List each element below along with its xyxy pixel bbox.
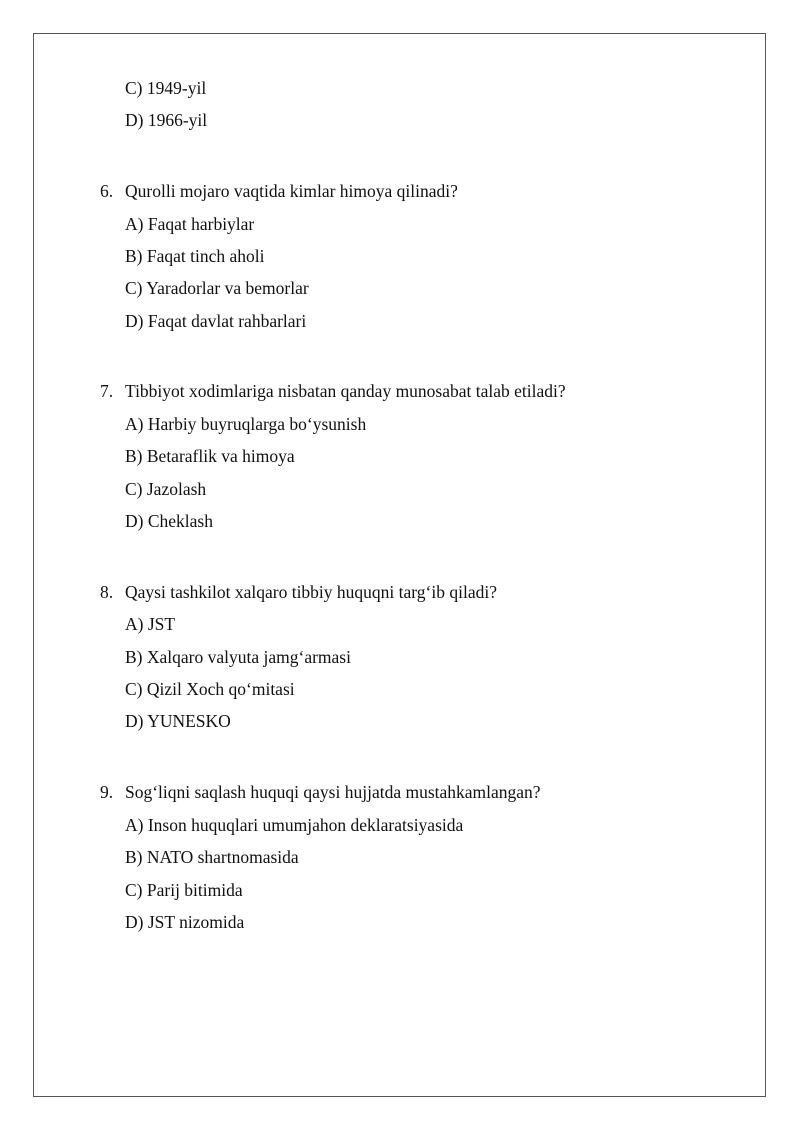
- option-c: C) Parij bitimida: [125, 880, 243, 900]
- question-number: 9.: [100, 782, 114, 802]
- question-number: 7.: [100, 381, 114, 401]
- option-b: B) Faqat tinch aholi: [125, 246, 265, 266]
- option-d: D) YUNESKO: [125, 711, 231, 731]
- option-a: A) Inson huquqlari umumjahon deklaratsiyasida: [125, 815, 464, 835]
- option-a: A) Faqat harbiylar: [125, 214, 255, 234]
- question-number: 6.: [100, 181, 114, 201]
- option-d: D) Faqat davlat rahbarlari: [125, 311, 307, 331]
- option-c: C) Yaradorlar va bemorlar: [125, 278, 309, 298]
- option-a: A) Harbiy buyruqlarga bo‘ysunish: [125, 414, 367, 434]
- option-c: C) Qizil Xoch qo‘mitasi: [125, 679, 295, 699]
- option-b: B) Betaraflik va himoya: [125, 446, 295, 466]
- option-b: B) NATO shartnomasida: [125, 847, 299, 867]
- question-number: 8.: [100, 582, 114, 602]
- option-d: D) 1966-yil: [125, 110, 208, 130]
- option-c: C) 1949-yil: [125, 78, 207, 98]
- question-text: Tibbiyot xodimlariga nisbatan qanday munosabat talab etiladi?: [125, 381, 566, 401]
- option-b: B) Xalqaro valyuta jamg‘armasi: [125, 647, 351, 667]
- option-d: D) Cheklash: [125, 511, 213, 531]
- question-text: Qurolli mojaro vaqtida kimlar himoya qilinadi?: [125, 181, 458, 201]
- question-text: Sog‘liqni saqlash huquqi qaysi hujjatda mustahkamlangan?: [125, 782, 541, 802]
- option-a: A) JST: [125, 614, 176, 634]
- question-text: Qaysi tashkilot xalqaro tibbiy huquqni targ‘ib qiladi?: [125, 582, 497, 602]
- option-c: C) Jazolash: [125, 479, 207, 499]
- option-d: D) JST nizomida: [125, 912, 245, 932]
